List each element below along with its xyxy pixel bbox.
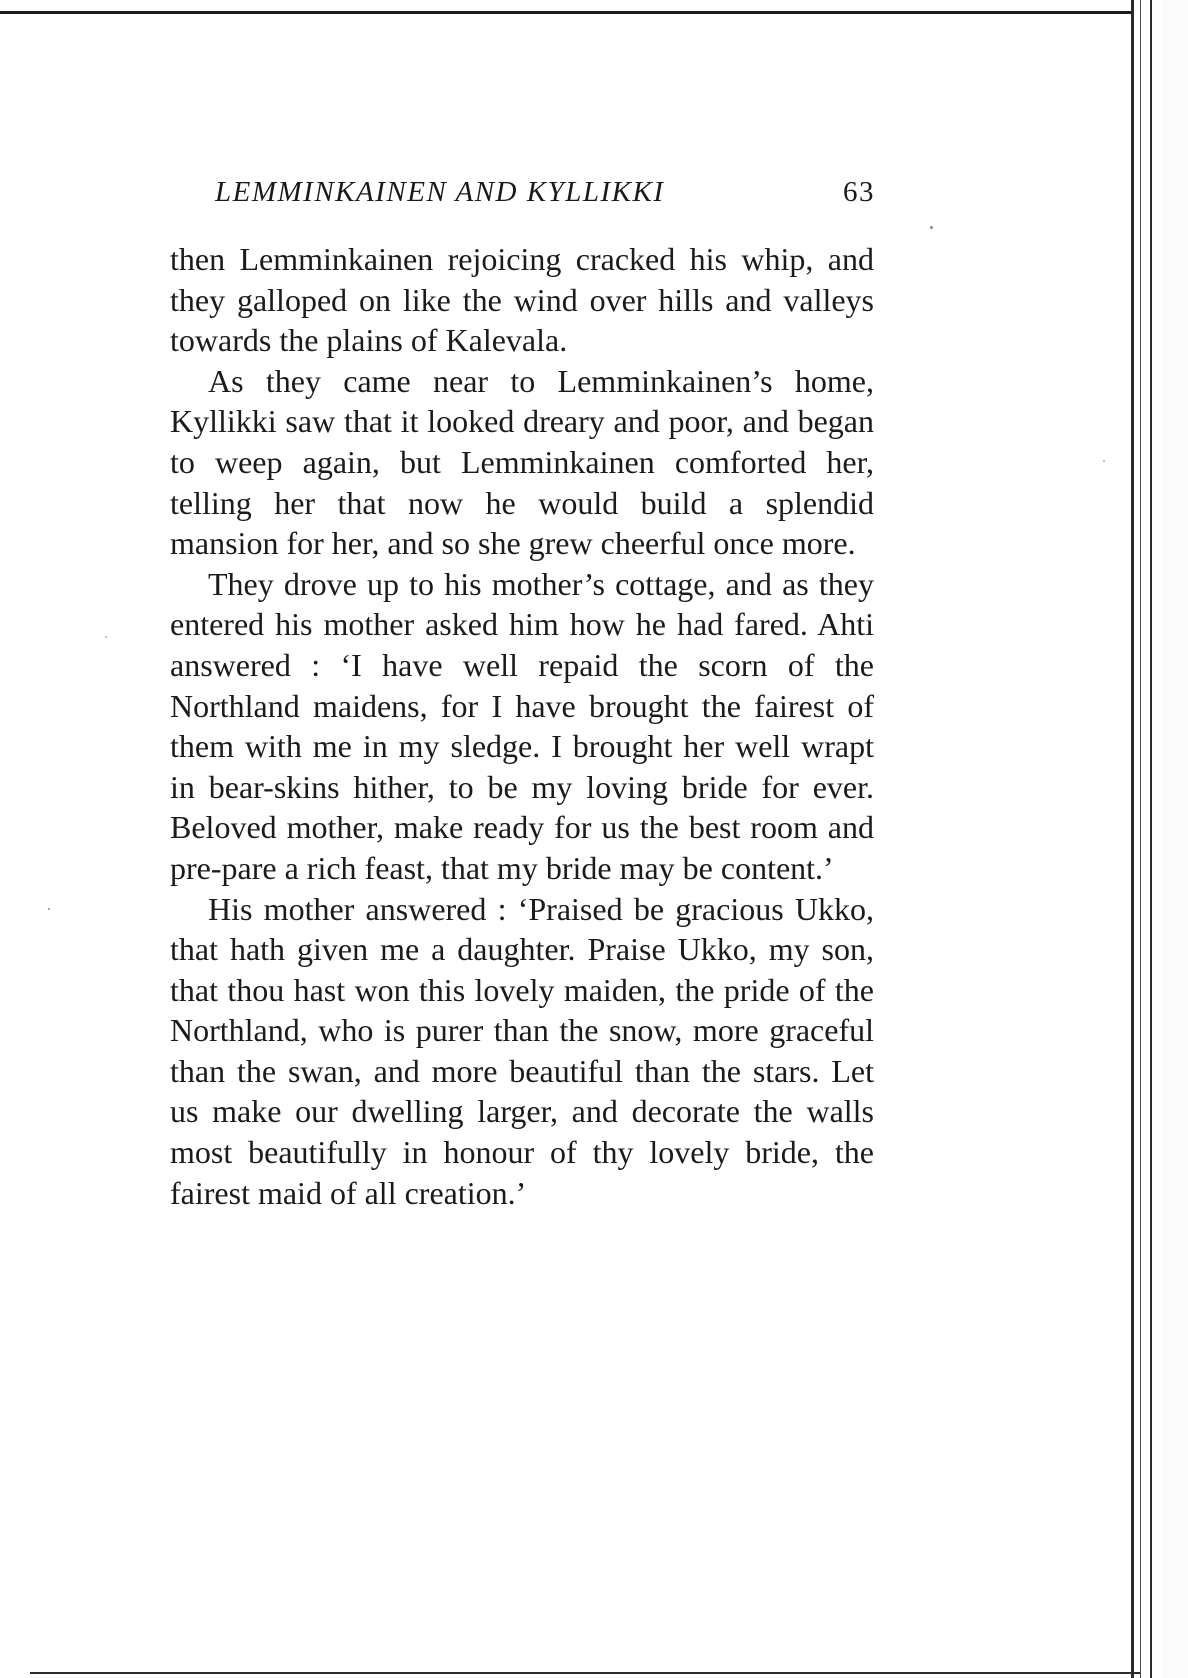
ink-speck xyxy=(930,226,933,229)
paragraph: They drove up to his mother’s cottage, and as they entered his mother asked him how he had fared. Ahti answered : ‘I have well repaid the scorn of the Northland maidens, for I have brought the fairest of them with me in my sledge. I brought her well wrapt in bear-skins hither, to be my loving bride for ever. Beloved mother, make ready for us the best room and pre-pare a rich feast, that my bride may be content.’ xyxy=(170,565,874,886)
paragraph: As they came near to Lemminkainen’s home, Kyllikki saw that it looked dreary and poor, and began to weep again, but Lemminkainen comforted her, telling her that now he would build a splendid mansion for her, and so she grew cheerful once more. xyxy=(170,362,874,562)
page-edge-line xyxy=(1150,0,1152,1678)
page-edge-line xyxy=(1140,0,1141,1678)
bottom-rule xyxy=(30,1672,1140,1674)
ink-speck xyxy=(1103,460,1105,462)
ink-speck xyxy=(48,908,50,910)
ink-speck xyxy=(105,636,107,638)
page-edge-line xyxy=(1131,0,1134,1678)
running-head-title: LEMMINKAINEN AND KYLLIKKI xyxy=(215,176,665,208)
page-edge-margin xyxy=(1162,0,1188,1678)
page-number: 63 xyxy=(843,176,875,208)
body-text xyxy=(170,239,874,1213)
paragraph: then Lemminkainen rejoicing cracked his whip, and they galloped on like the wind over hills and valleys towards the plains of Kalevala. xyxy=(170,241,874,359)
top-rule xyxy=(0,11,1132,14)
paragraph: His mother answered : ‘Praised be gracious Ukko, that hath given me a daughter. Praise Ukko, my son, that thou hast won this lovely maiden, the pride of the Northland, who is purer than the snow, more graceful than the swan, and more beautiful than the stars. Let us make our dwelling larger, and decorate the walls most beautifully in honour of thy lovely bride, the fairest maid of all creation.’ xyxy=(170,890,874,1211)
running-head xyxy=(215,176,875,209)
